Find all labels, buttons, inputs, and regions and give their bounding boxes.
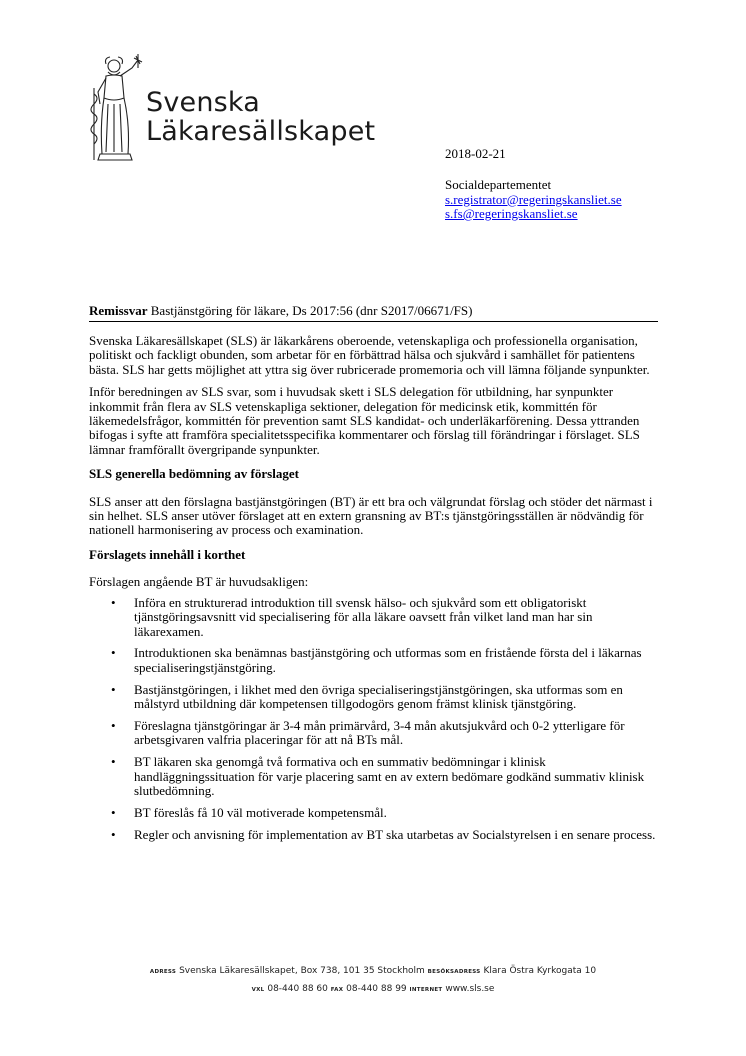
list-item (89, 755, 664, 798)
list-item (89, 646, 664, 675)
footer-internet-label: INTERNET (409, 987, 443, 993)
list-item-text: BT läkaren ska genomgå två formativa och en summativ bedömningar i klinisk handläggningssituation för varje placering samt en av extern bedömare godkänd summativ klinisk slutbedömning. (134, 754, 645, 799)
footer-internet-link[interactable]: www.sls.se (445, 984, 495, 994)
bullet-icon: • (111, 681, 116, 697)
logo-line-1: Svenska (146, 87, 261, 118)
list-item (89, 596, 664, 639)
footer-line-2 (0, 984, 746, 994)
list-item (89, 828, 664, 842)
logo-wordmark (146, 88, 375, 146)
bullet-icon: • (111, 718, 116, 734)
letter-body (89, 334, 664, 850)
footer-vxl: 08-440 88 60 (267, 984, 328, 994)
recipient-email-link-1[interactable]: s.registrator@regeringskansliet.se (445, 191, 622, 207)
recipient-email-link-2[interactable]: s.fs@regeringskansliet.se (445, 206, 578, 221)
list-item-text: Introduktionen ska benämnas bastjänstgöring och utformas som en fristående första del i läkarnas specialiseringstjänstgöring. (134, 645, 642, 675)
bullet-icon: • (111, 594, 116, 610)
bullet-icon: • (111, 805, 116, 821)
letter-date: 2018-02-21 (445, 146, 506, 161)
assessment-paragraph: SLS anser att den förslagna bastjänstgöringen (BT) är ett bra och välgrundat förslag och stöder det närmast i sin helhet. SLS anser utöver förslaget att en extern gransning av BT:s tjänstgöringsställen är nödvändig för nationell harmonisering av process och examination. (89, 493, 653, 538)
list-item-text: Bastjänstgöringen, i likhet med den övriga specialiseringstjänstgöringen, ska utformas som en målstyrd utbildning där kompetensen tillgodogörs genom främst klinisk tjänstgöring. (134, 681, 623, 712)
proposal-intro-paragraph: Förslagen angående BT är huvudsakligen: (89, 574, 309, 590)
footer-vxl-label: VXL (251, 987, 265, 993)
list-item-text: BT föreslås få 10 väl motiverade kompetensmål. (134, 805, 387, 821)
footer-adress-label: ADRESS (149, 969, 177, 975)
list-item (89, 719, 664, 748)
subject-text: Bastjänstgöring för läkare, Ds 2017:56 (dnr S2017/06671/FS) (147, 303, 473, 318)
subject-label: Remissvar (89, 303, 148, 318)
footer-fax: 08-440 88 99 (346, 984, 407, 994)
bullet-icon: • (111, 826, 116, 842)
bullet-icon: • (111, 645, 116, 661)
footer-besoksadress: Klara Östra Kyrkogata 10 (483, 966, 597, 976)
intro-paragraph: Svenska Läkaresällskapet (SLS) är läkarkårens oberoende, vetenskapliga och professionella organisation, politiskt och fackligt obunden, som arbetar för en förbättrad hälsa och sjukvård i samhället för patientens bästa. SLS har getts möjlighet att yttra sig över rubricerade promemoria och vill lämna följande synpunkter. (89, 333, 650, 377)
section-heading-proposal-summary: Förslagets innehåll i korthet (89, 546, 246, 562)
proposal-bullet-list (89, 596, 664, 843)
section-heading-general-assessment: SLS generella bedömning av förslaget (89, 466, 299, 482)
recipient-name: Socialdepartementet (445, 177, 552, 192)
list-item-text: Införa en strukturerad introduktion till svensk hälso- och sjukvård som ett obligatoriskt tjänstgöringsavsnitt vid specialisering för alla läkare oavsett från vilket land man har sin läkarexamen. (134, 594, 593, 639)
list-item-text: Föreslagna tjänstgöringar är 3-4 mån primärvård, 3-4 mån akutsjukvård och 0-2 ytterligare för arbetsgivaren valfria placeringar för att nå BTs mål. (134, 718, 625, 748)
footer-line-1 (0, 966, 746, 976)
bullet-icon: • (111, 754, 116, 770)
asclepius-figure-icon (86, 54, 148, 162)
list-item-text: Regler och anvisning för implementation av BT ska utarbetas av Socialstyrelsen i en senare process. (134, 826, 656, 842)
recipient-block (445, 178, 622, 222)
subject-line (89, 303, 658, 322)
footer-besoksadress-label: BESÖKSADRESS (427, 969, 481, 975)
footer-adress: Svenska Läkaresällskapet, Box 738, 101 35 Stockholm (179, 966, 425, 976)
sls-logo (86, 54, 376, 164)
preparation-paragraph: Inför beredningen av SLS svar, som i huvudsak skett i SLS delegation för utbildning, har synpunkter inkommit från flera av SLS vetenskapliga sektioner, delegation för medicinsk etik, kommittén för läkemedelsfrågor, kommittén för prevention samt SLS kandidat- och underläkarförening. Dessa yttranden bifogas i syfte att framföra specialitetsspecifika kommentarer och förslag till förändringar i förslaget. SLS lämnar framförallt övergripande synpunkter. (89, 384, 640, 457)
logo-line-2: Läkaresällskapet (146, 116, 376, 147)
footer-fax-label: FAX (330, 987, 344, 993)
list-item (89, 683, 664, 712)
list-item (89, 806, 664, 820)
